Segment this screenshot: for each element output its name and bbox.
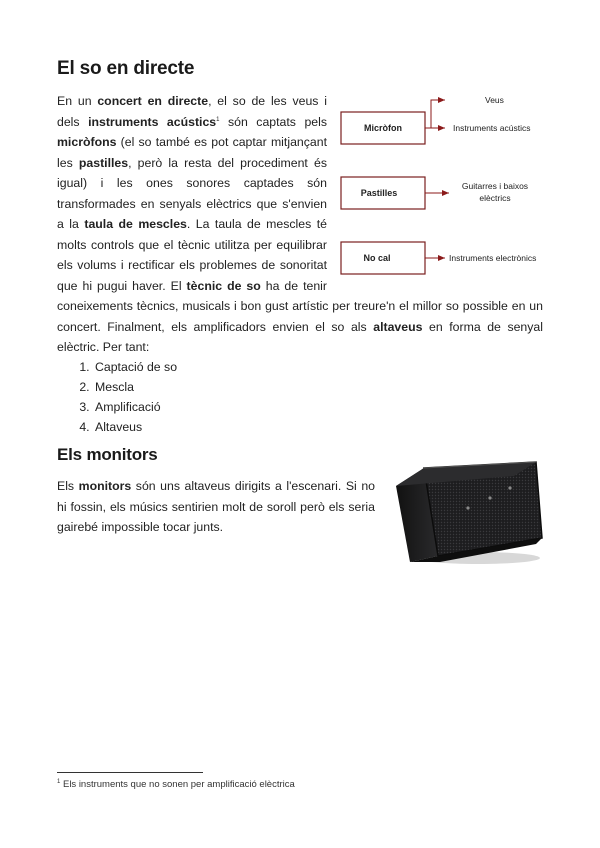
text-run: . La taula de mescles té molts controls que el tècnic utilitza per equilibrar els volums i rectificar els problemes de sonoritat que hi pugui haver. El (57, 217, 327, 293)
target-instruments-electronics: Instruments electrònics (449, 253, 537, 263)
footnote-ref: 1 (216, 116, 220, 123)
diagram-box-microfon-label: Micròfon (364, 123, 402, 133)
bold-term: tècnic de so (186, 278, 261, 293)
section-title-monitors: Els monitors (57, 445, 158, 464)
list-item: 3. Amplificació (93, 397, 177, 417)
target-guitarres-line2: elèctrics (479, 193, 511, 203)
text-run: En un (57, 94, 98, 108)
target-guitarres-line1: Guitarres i baixos (461, 181, 529, 191)
text-run: són captats pels (219, 114, 328, 129)
monitors-paragraph (57, 476, 375, 538)
sound-capture-diagram (333, 85, 555, 285)
bold-term: taula de mescles (84, 217, 187, 231)
bold-term: concert en directe (97, 94, 209, 108)
section-title-live-sound: El so en directe (57, 58, 195, 79)
bold-term: instruments acústics (88, 114, 217, 129)
target-instruments-acustics: Instruments acústics (453, 123, 531, 133)
text-run: (el so també es pot captar mitjançant les (57, 135, 327, 170)
bold-term: altaveus (373, 319, 423, 334)
diagram-box-no-cal-label: No cal (363, 253, 391, 263)
footnote-divider (57, 772, 203, 773)
text-run: són uns altaveus dirigits a l'escenari. Si no hi fossin, els músics sentirien molt de soroll però els seria gairebé impossible tocar junts. (57, 479, 376, 534)
stage-monitor-speaker-image (386, 458, 546, 566)
diagram-box-pastilles-label: Pastilles (360, 188, 398, 198)
text-run: ha de tenir coneixements tècnics, musicals i bon gust artístic per treure'n el millor so possible en un concert. Finalment, els amplificadors envien el so als (57, 278, 543, 334)
target-veus: Veus (485, 95, 504, 105)
footnote-text: Els instruments que no sonen per amplificació elèctrica (60, 779, 295, 791)
footnote (57, 779, 295, 790)
monitors-text (57, 479, 375, 534)
bold-term: pastilles (78, 155, 129, 170)
steps-list (57, 357, 177, 437)
bold-term: monitors (78, 479, 132, 493)
text-run: , però la resta del procediment és igual) i les ones sonores captades són transformades en senyals elèctrics que s'envien a la (57, 155, 327, 231)
list-item: 2. Mescla (93, 377, 177, 397)
footnote-marker: 1 (57, 779, 61, 785)
bold-term: micròfons (57, 135, 117, 149)
list-item: 1. Captació de so (93, 357, 177, 377)
list-item: 4. Altaveus (93, 417, 177, 437)
arrow-to-veus (425, 100, 445, 128)
text-run: en forma de senyal elèctric. Per tant: (57, 319, 543, 354)
text-run: Els (57, 479, 79, 493)
text-run: , el so de les veus i dels (57, 94, 327, 129)
